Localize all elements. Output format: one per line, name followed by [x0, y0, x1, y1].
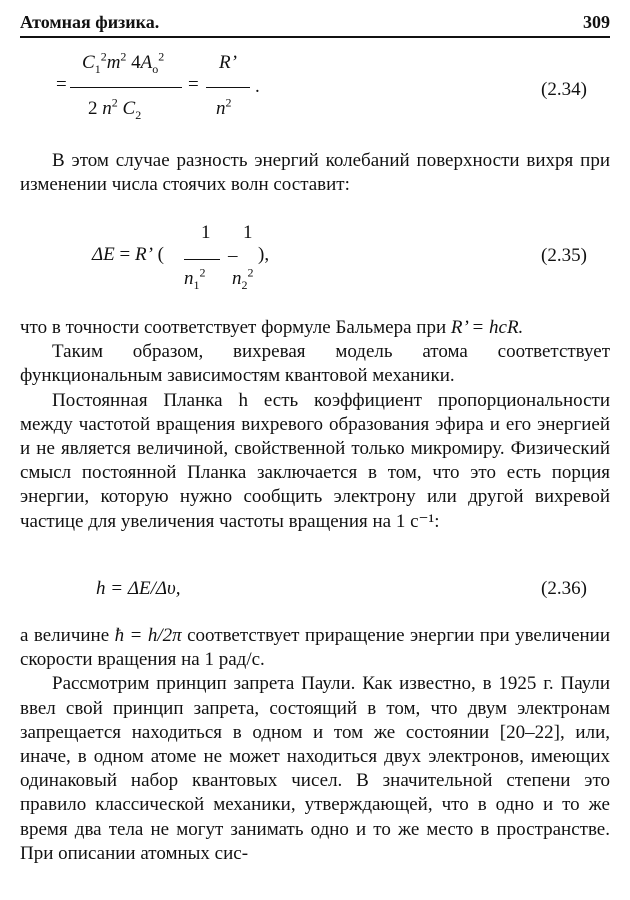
eq-2-34-numerator-1: $C_1^2m^2$ $4A_o^2$	[82, 49, 165, 76]
running-title: Атомная физика.	[20, 12, 160, 32]
eq-2-34-fraction-bar-1	[70, 87, 182, 88]
eq-2-35-numerator-1: 1	[201, 222, 211, 243]
paragraphs-2-4	[20, 316, 610, 534]
paragraph-5: а величине ħ = h/2π соответствует приращение энергии при увеличении скорости вращения на 1 рад/с.	[20, 625, 611, 671]
eq-2-34-mid-equals: =	[188, 74, 199, 95]
eq-2-35-numerator-2: 1	[243, 222, 253, 243]
paragraph-1: В этом случае разность энергий колебаний поверхности вихря при изменении числа стоячих волн составит:	[20, 150, 610, 196]
paragraphs-5-6	[20, 624, 610, 866]
paragraph-6: Рассмотрим принцип запрета Паули. Как известно, в 1925 г. Паули ввел свой принцип запрета, состоящий в том, что двум электронам запрещается находиться в одном и том же состоянии [20–22], или, иначе, в одном атоме не может находиться двух электронов, имеющих одинаковый набор квантовых чисел. В значительной степени это правило классической механики, утверждающей, что в одно и то же время два тела не могут занимать одно и то же место в пространстве. При описании атомных сис-	[20, 673, 610, 864]
eq-2-34-number: (2.34)	[541, 79, 587, 100]
paragraph-3: Таким образом, вихревая модель атома соответствует функциональным зависимостям квантовой механики.	[20, 341, 610, 387]
eq-2-35-denominator-1: $n_1^2$	[184, 265, 206, 292]
eq-2-34-lead-equals: =	[56, 74, 67, 95]
eq-2-34-numerator-2: R’	[219, 52, 237, 73]
eq-2-35-fraction-bar-1	[184, 259, 220, 260]
eq-2-34-fraction-bar-2	[206, 87, 250, 88]
paragraph-4: Постоянная Планка h есть коэффициент пропорциональности между частотой вращения вихревого образования эфира и его энергией и не является величиной, свойственной только микромиру. Физический смысл постоянной Планка заключается в том, что это есть порция энергии, которую нужно сообщить электрону или другой вихревой частице для увеличения частоты вращения на 1 с⁻¹:	[20, 389, 610, 532]
page-header	[20, 10, 610, 38]
eq-2-34-dot: .	[255, 76, 260, 97]
page-number: 309	[583, 12, 610, 32]
paragraph-2: что в точности соответствует формуле Бальмера при R’ = hcR.	[20, 317, 524, 338]
eq-2-36-number: (2.36)	[541, 578, 587, 599]
eq-2-34-denominator-2: $n^2$	[216, 95, 232, 119]
eq-2-34-denominator-1: 2 $n^2$ $C_2$	[88, 95, 142, 122]
eq-2-35-minus: –	[228, 245, 238, 266]
eq-2-35-number: (2.35)	[541, 245, 587, 266]
eq-2-35-close: ),	[258, 244, 270, 265]
eq-2-35-lhs: ΔE = R’ (	[92, 244, 164, 265]
eq-2-36-formula: h = ΔE/Δυ,	[96, 578, 181, 599]
eq-2-35-denominator-2: $n_2^2$	[232, 265, 254, 292]
